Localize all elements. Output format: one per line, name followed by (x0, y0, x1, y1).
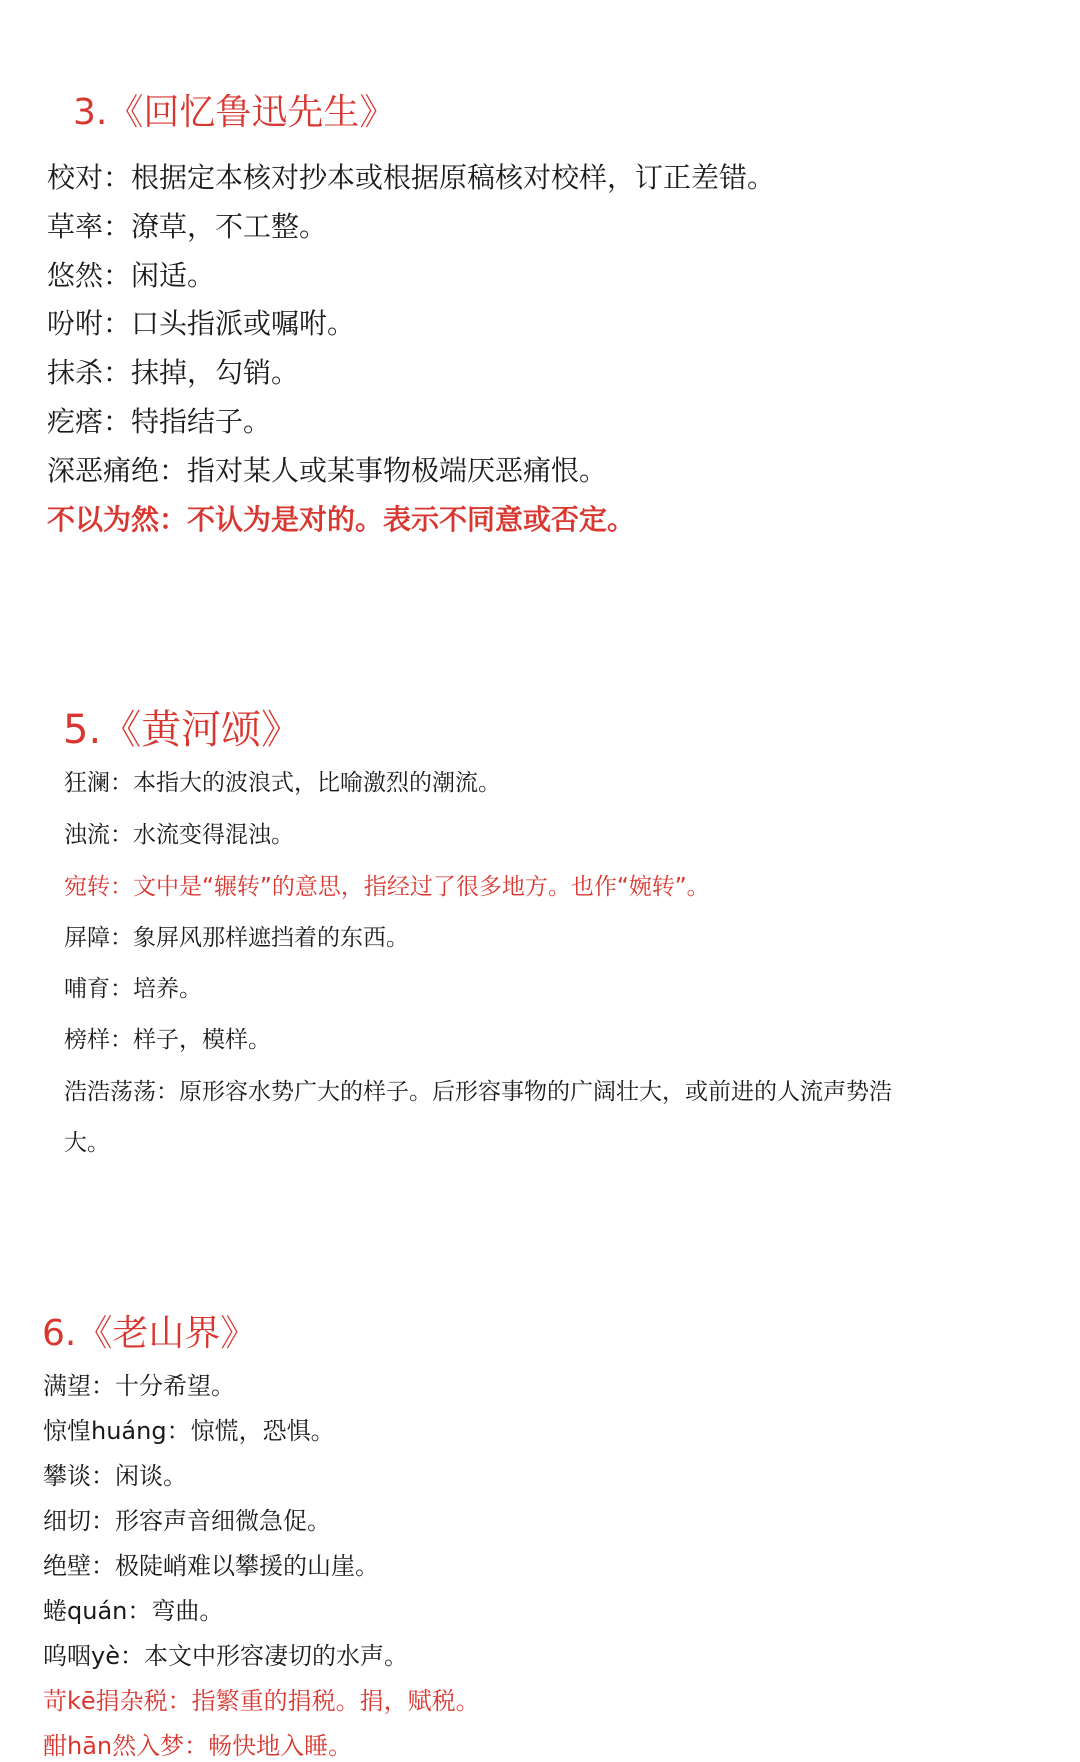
vocab-line: 草率：潦草，不工整。 (47, 210, 328, 243)
vocab-line: 屏障：象屏风那样遮挡着的东西。 (64, 925, 409, 951)
vocab-line: 哺育：培养。 (64, 976, 202, 1002)
vocab-line: 深恶痛绝：指对某人或某事物极端厌恶痛恨。 (47, 454, 608, 487)
vocab-line-highlighted: 苛kē捐杂税：指繁重的捐税。捐，赋税。 (43, 1687, 480, 1715)
vocab-line: 狂澜：本指大的波浪式，比喻激烈的潮流。 (64, 770, 501, 796)
vocab-line: 惊惶huáng：惊慌，恐惧。 (43, 1417, 335, 1445)
vocab-line: 满望：十分希望。 (43, 1372, 235, 1400)
vocab-line: 绝壁：极陡峭难以攀援的山崖。 (43, 1552, 379, 1580)
vocab-line: 大。 (64, 1130, 110, 1156)
vocab-line: 疙瘩：特指结子。 (47, 405, 272, 438)
vocab-line: 呜咽yè：本文中形容凄切的水声。 (43, 1642, 408, 1670)
vocab-line: 吩咐：口头指派或嘱咐。 (47, 307, 356, 340)
section-heading: 3.《回忆鲁迅先生》 (73, 92, 396, 133)
vocab-line: 浩浩荡荡：原形容水势广大的样子。后形容事物的广阔壮大，或前进的人流声势浩 (64, 1079, 892, 1105)
vocab-line: 悠然：闲适。 (47, 259, 216, 292)
vocab-line: 攀谈：闲谈。 (43, 1462, 187, 1490)
vocab-line: 浊流：水流变得混浊。 (64, 822, 294, 848)
vocab-line: 校对：根据定本核对抄本或根据原稿核对校样，订正差错。 (47, 161, 776, 194)
section-heading: 6.《老山界》 (42, 1313, 257, 1354)
vocab-line-highlighted: 酣hān然入梦：畅快地入睡。 (43, 1732, 353, 1760)
vocab-line-highlighted: 不以为然：不认为是对的。表示不同意或否定。 (47, 503, 636, 536)
vocab-line: 蜷quán：弯曲。 (43, 1597, 224, 1625)
vocab-line: 细切：形容声音细微急促。 (43, 1507, 331, 1535)
vocab-line: 榜样：样子，模样。 (64, 1027, 271, 1053)
section-heading: 5.《黄河颂》 (63, 707, 302, 753)
vocab-line: 抹杀：抹掉，勾销。 (47, 356, 300, 389)
vocab-line-highlighted: 宛转：文中是“辗转”的意思，指经过了很多地方。也作“婉转”。 (64, 874, 710, 900)
